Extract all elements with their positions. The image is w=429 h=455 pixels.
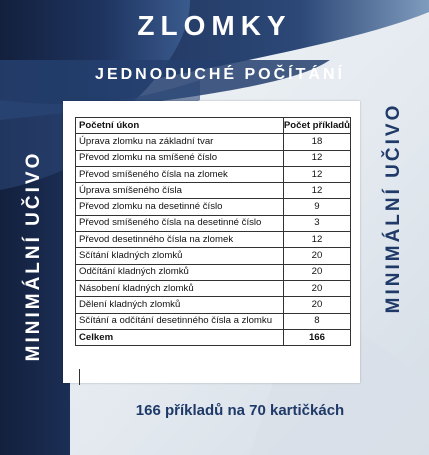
side-label-right: MINIMÁLNÍ UČIVO xyxy=(383,102,404,314)
table-row xyxy=(76,215,351,231)
table-row xyxy=(76,264,351,280)
row-task: Sčítání kladných zlomků xyxy=(76,248,284,264)
row-count: 3 xyxy=(283,215,350,231)
row-task: Úprava smíšeného čísla xyxy=(76,183,284,199)
table-row xyxy=(76,134,351,150)
table-row xyxy=(76,232,351,248)
row-task: Převod smíšeného čísla na desetinné číslo xyxy=(76,215,284,231)
header-task: Početní úkon xyxy=(76,118,284,134)
row-count: 18 xyxy=(283,134,350,150)
row-count: 12 xyxy=(283,166,350,182)
row-task: Odčítání kladných zlomků xyxy=(76,264,284,280)
page-subtitle: JEDNODUCHÉ POČÍTÁNÍ xyxy=(95,66,345,83)
table-row xyxy=(76,313,351,329)
row-count: 9 xyxy=(283,199,350,215)
table-card xyxy=(63,101,360,383)
row-task: Sčítání a odčítání desetinného čísla a zlomku xyxy=(76,313,284,329)
footer-caption: 166 příkladů na 70 kartičkách xyxy=(135,402,345,419)
table-row xyxy=(76,183,351,199)
side-label-left: MINIMÁLNÍ UČIVO xyxy=(23,150,44,362)
table-row xyxy=(76,150,351,166)
row-count: 20 xyxy=(283,297,350,313)
header-count: Počet příkladů xyxy=(283,118,350,134)
table-total-row xyxy=(76,329,351,345)
row-count: 20 xyxy=(283,264,350,280)
row-task: Převod zlomku na smíšené číslo xyxy=(76,150,284,166)
row-task: Dělení kladných zlomků xyxy=(76,297,284,313)
table-row xyxy=(76,248,351,264)
table-row xyxy=(76,199,351,215)
row-count: 12 xyxy=(283,183,350,199)
row-count: 12 xyxy=(283,150,350,166)
row-count: 8 xyxy=(283,313,350,329)
row-count: 20 xyxy=(283,280,350,296)
total-value: 166 xyxy=(283,329,350,345)
table-row xyxy=(76,280,351,296)
row-task: Úprava zlomku na základní tvar xyxy=(76,134,284,150)
row-task: Násobení kladných zlomků xyxy=(76,280,284,296)
table-row xyxy=(76,166,351,182)
exercise-table xyxy=(75,117,351,346)
row-task: Převod desetinného čísla na zlomek xyxy=(76,232,284,248)
row-count: 20 xyxy=(283,248,350,264)
table-margin-line xyxy=(79,369,80,385)
total-label: Celkem xyxy=(76,329,284,345)
table-row xyxy=(76,297,351,313)
row-task: Převod smíšeného čísla na zlomek xyxy=(76,166,284,182)
table-header-row xyxy=(76,118,351,134)
row-task: Převod zlomku na desetinné číslo xyxy=(76,199,284,215)
page-title: ZLOMKY xyxy=(137,10,292,41)
row-count: 12 xyxy=(283,232,350,248)
